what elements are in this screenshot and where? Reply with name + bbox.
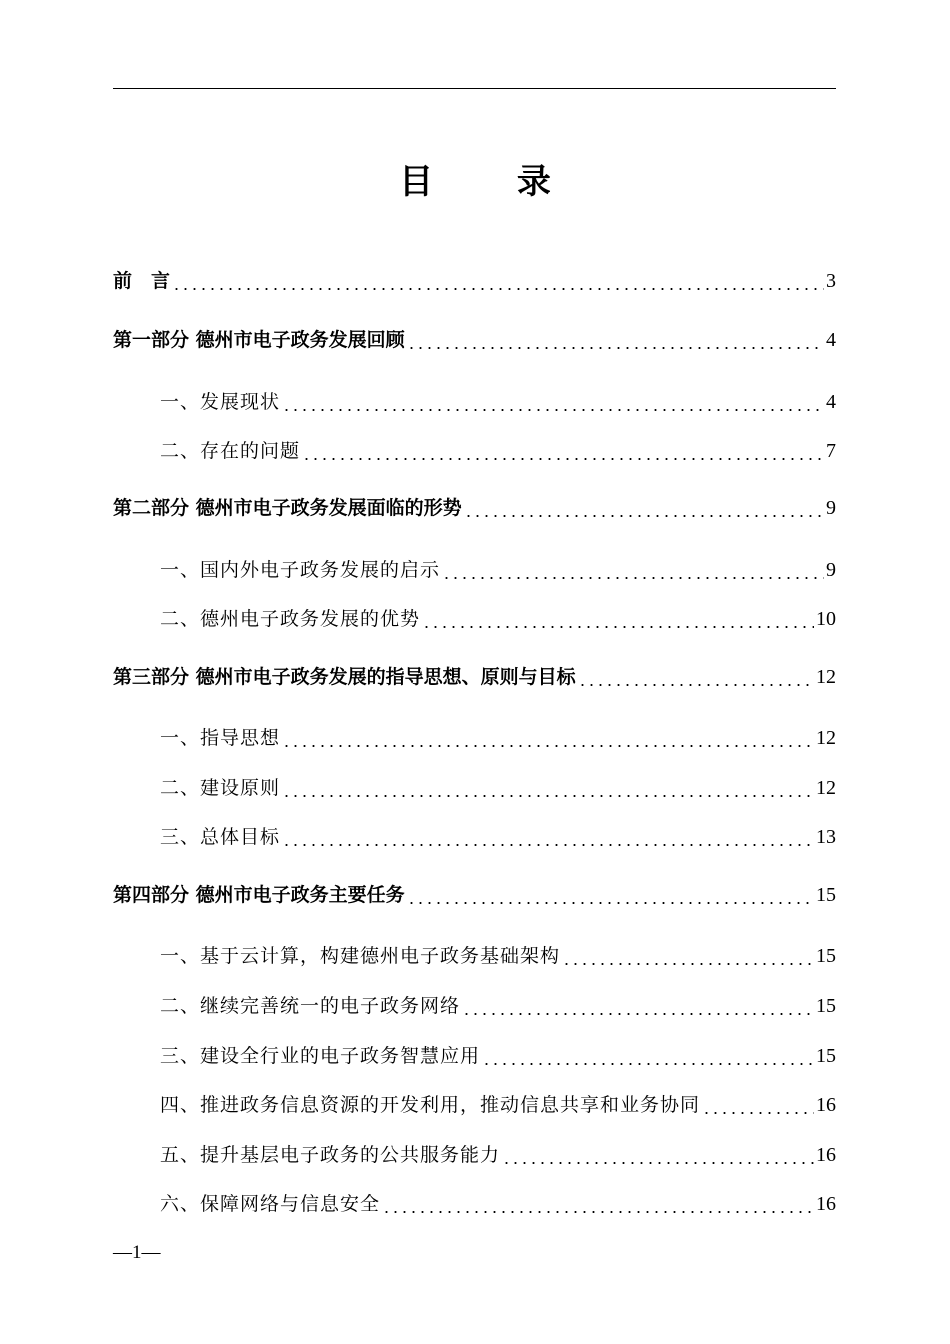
toc-entry-page: 12 — [816, 666, 836, 688]
toc-entry[interactable] — [113, 660, 836, 690]
dot-leader — [464, 495, 824, 521]
toc-entry-page: 15 — [816, 1045, 836, 1067]
dot-leader — [502, 1142, 814, 1168]
dot-leader — [282, 775, 814, 801]
dot-leader — [422, 606, 814, 632]
toc-entry-label: 二、继续完善统一的电子政务网络 — [160, 995, 461, 1017]
toc-entry-label: 第二部分 德州市电子政务发展面临的形势 — [113, 497, 462, 519]
toc-entry-page: 9 — [826, 497, 836, 519]
toc-entry-label: 第一部分 德州市电子政务发展回顾 — [113, 329, 405, 351]
toc-entry[interactable] — [160, 385, 836, 415]
toc-entry[interactable] — [160, 721, 836, 751]
toc-entry-page: 4 — [826, 329, 836, 351]
dot-leader — [282, 725, 814, 751]
toc-entry-page: 16 — [816, 1094, 836, 1116]
toc-entry[interactable] — [113, 323, 836, 353]
toc-entry[interactable] — [160, 820, 836, 850]
toc-entry-label: 一、发展现状 — [160, 391, 281, 413]
toc-entry-page: 16 — [816, 1193, 836, 1215]
dot-leader — [407, 327, 824, 353]
toc-entry[interactable] — [160, 1088, 836, 1118]
toc-entry-label: 第四部分 德州市电子政务主要任务 — [113, 884, 405, 906]
header-rule — [113, 88, 836, 89]
toc-entry-label: 六、保障网络与信息安全 — [160, 1193, 381, 1215]
toc-entry-label: 二、建设原则 — [160, 777, 281, 799]
toc-entry[interactable] — [160, 1138, 836, 1168]
toc-title: 目 录 — [399, 162, 587, 202]
dot-leader — [562, 943, 814, 969]
toc-entry-page: 15 — [816, 995, 836, 1017]
toc-entry[interactable] — [160, 771, 836, 801]
dot-leader — [282, 389, 824, 415]
toc-entry[interactable] — [160, 434, 836, 464]
toc-entry[interactable] — [113, 878, 836, 908]
dot-leader — [462, 993, 814, 1019]
toc-entry-page: 9 — [826, 559, 836, 581]
dot-leader — [482, 1043, 814, 1069]
dot-leader — [702, 1092, 814, 1118]
dot-leader — [172, 268, 824, 294]
page-number: —1— — [113, 1242, 161, 1263]
toc-entry-page: 3 — [826, 270, 836, 292]
dot-leader — [407, 882, 814, 908]
toc-entry[interactable] — [160, 939, 836, 969]
toc-entry-label: 二、德州电子政务发展的优势 — [160, 608, 421, 630]
toc-entry-page: 7 — [826, 440, 836, 462]
toc-entry[interactable] — [160, 553, 836, 583]
toc-entry-page: 15 — [816, 945, 836, 967]
toc-entry-label: 一、基于云计算，构建德州电子政务基础架构 — [160, 945, 561, 967]
toc-entry-page: 12 — [816, 727, 836, 749]
toc-entry-label: 三、建设全行业的电子政务智慧应用 — [160, 1045, 481, 1067]
toc-entry-label: 第三部分 德州市电子政务发展的指导思想、原则与目标 — [113, 666, 576, 688]
toc-entry-label: 一、国内外电子政务发展的启示 — [160, 559, 441, 581]
toc-entry[interactable] — [113, 264, 836, 294]
toc-entry[interactable] — [160, 1187, 836, 1217]
toc-entry[interactable] — [113, 491, 836, 521]
toc-entry-label: 前 言 — [113, 270, 171, 292]
toc-entry-page: 16 — [816, 1144, 836, 1166]
toc-entry-label: 二、存在的问题 — [160, 440, 301, 462]
toc-entry-label: 三、总体目标 — [160, 826, 281, 848]
toc-entry-page: 10 — [816, 608, 836, 630]
toc-entry[interactable] — [160, 602, 836, 632]
dot-leader — [382, 1191, 814, 1217]
dot-leader — [442, 557, 824, 583]
dot-leader — [578, 664, 814, 690]
toc-entry[interactable] — [160, 989, 836, 1019]
toc-entry-label: 一、指导思想 — [160, 727, 281, 749]
toc-entry-label: 四、推进政务信息资源的开发利用，推动信息共享和业务协同 — [160, 1094, 701, 1116]
toc-entry[interactable] — [160, 1039, 836, 1069]
dot-leader — [302, 438, 824, 464]
toc-entry-label: 五、提升基层电子政务的公共服务能力 — [160, 1144, 501, 1166]
toc-entry-page: 4 — [826, 391, 836, 413]
toc-entry-page: 15 — [816, 884, 836, 906]
dot-leader — [282, 824, 814, 850]
toc-entry-page: 13 — [816, 826, 836, 848]
toc-entry-page: 12 — [816, 777, 836, 799]
